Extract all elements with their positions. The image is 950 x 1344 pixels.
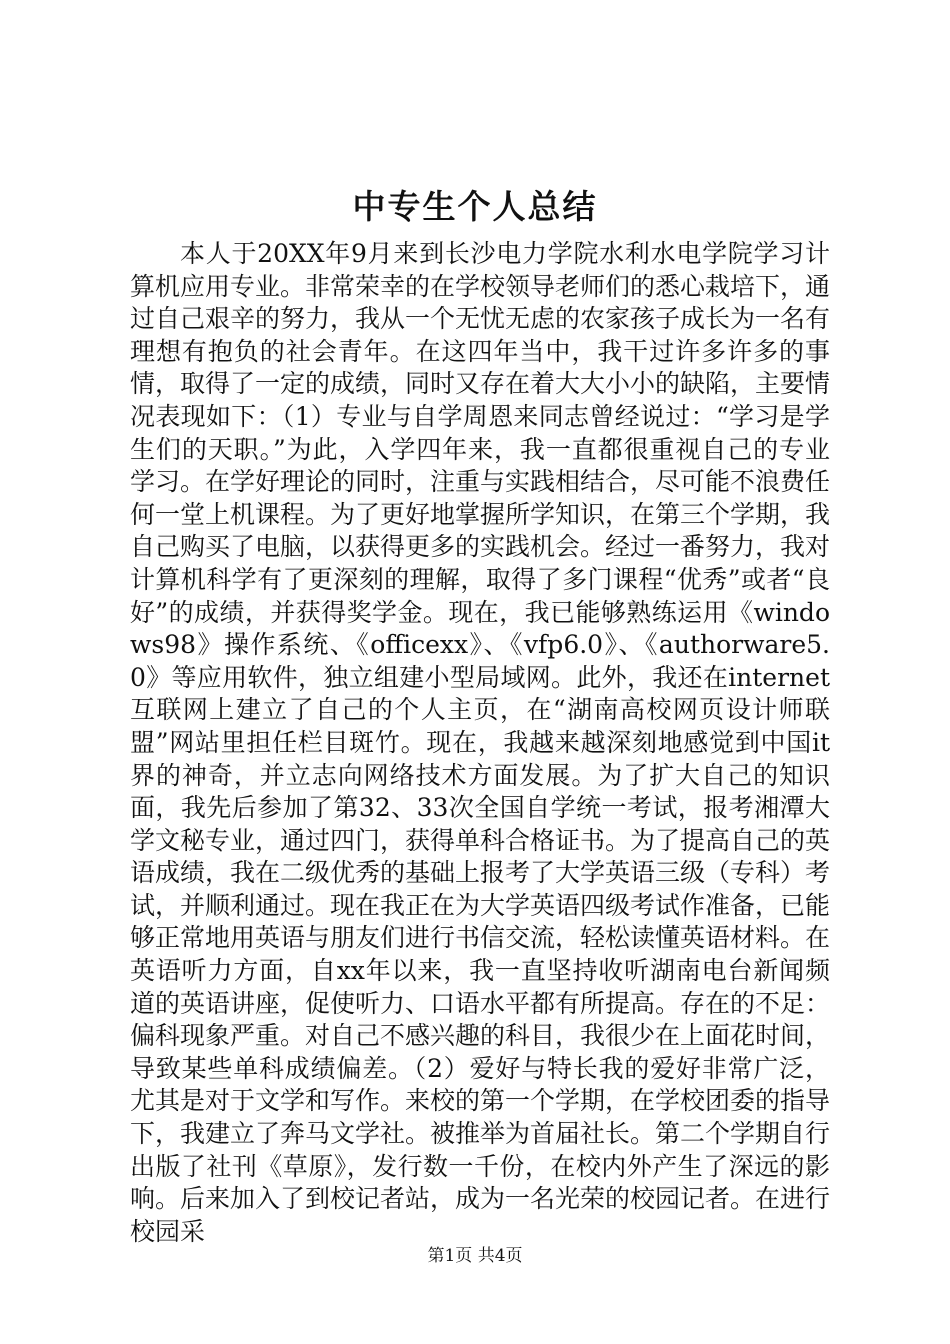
document-title: 中专生个人总结 bbox=[352, 187, 598, 226]
page-number-footer: 第1页 共4页 bbox=[427, 1246, 523, 1266]
document-body-paragraph: 本人于20XX年9月来到长沙电力学院水利水电学院学习计算机应用专业。非常荣幸的在学校领导老师们的悉心栽培下，通过自己艰辛的努力，我从一个无忧无虑的农家孩子成长为一名有理想有抱负的社会青年。在这四年当中，我干过许多许多的事情，取得了一定的成绩，同时又存在着大大小小的缺陷，主要情况表现如下：（1）专业与自学周恩来同志曾经说过：“学习是学生们的天职。”为此，入学四年来，我一直都很重视自己的专业学习。在学好理论的同时，注重与实践相结合，尽可能不浪费任何一堂上机课程。为了更好地掌握所学知识，在第三个学期，我自己购买了电脑，以获得更多的实践机会。经过一番努力，我对计算机科学有了更深刻的理解，取得了多门课程“优秀”或者“良好”的成绩，并获得奖学金。现在，我已能够熟练运用《windows98》操作系统、《officexx》、《vfp6.0》、《authorware5.0》等应用软件，独立组建小型局域网。此外，我还在internet互联网上建立了自己的个人主页，在“湖南高校网页设计师联盟”网站里担任栏目斑竹。现在，我越来越深刻地感觉到中国it界的神奇，并立志向网络技术方面发展。为了扩大自己的知识面，我先后参加了第32、33次全国自学统一考试，报考湘潭大学文秘专业，通过四门，获得单科合格证书。为了提高自己的英语成绩，我在二级优秀的基础上报考了大学英语三级（专科）考试，并顺利通过。现在我正在为大学英语四级考试作准备，已能够正常地用英语与朋友们进行书信交流，轻松读懂英语材料。在英语听力方面，自xx年以来，我一直坚持收听湖南电台新闻频道的英语讲座，促使听力、口语水平都有所提高。存在的不足：偏科现象严重。对自己不感兴趣的科目，我很少在上面花时间，导致某些单科成绩偏差。（2）爱好与特长我的爱好非常广泛，尤其是对于文学和写作。来校的第一个学期，在学校团委的指导下，我建立了奔马文学社。被推举为首届社长。第二个学期自行出版了社刊《草原》，发行数一千份，在校内外产生了深远的影响。后来加入了到校记者站，成为一名光荣的校园记者。在进行校园采 bbox=[130, 239, 831, 1246]
